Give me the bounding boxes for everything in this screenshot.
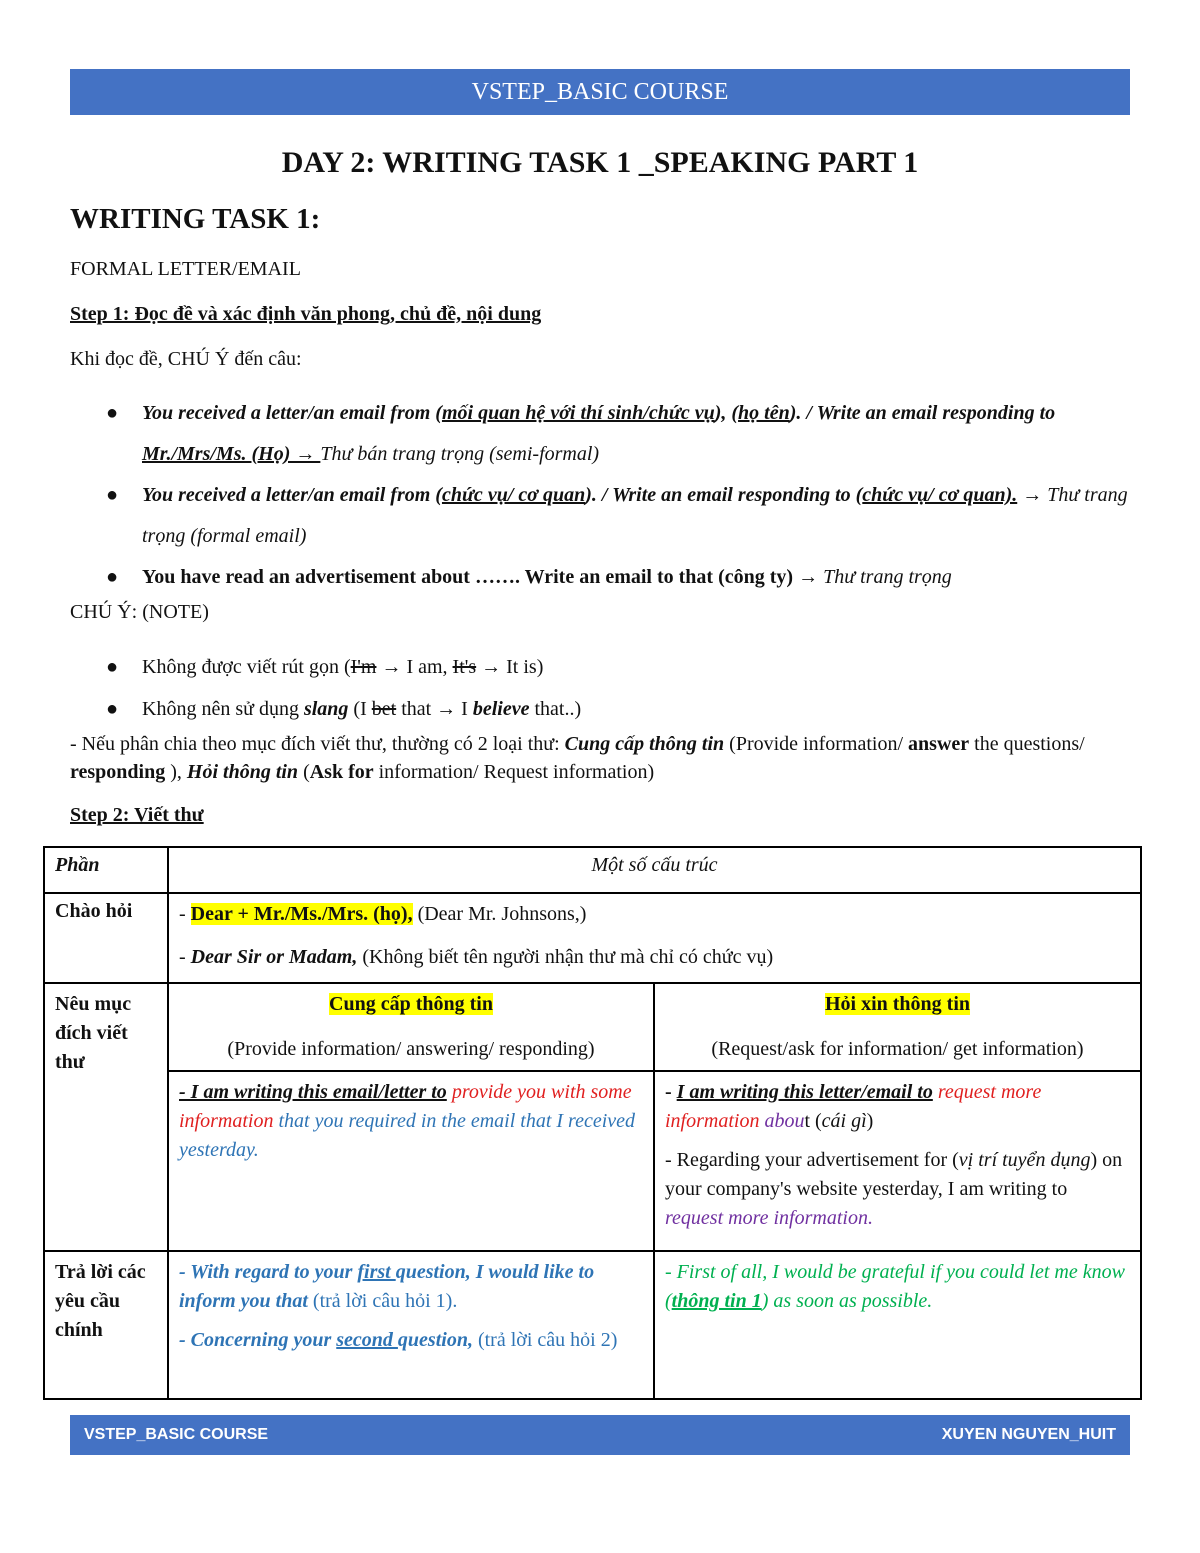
table-header-row [44,847,1141,893]
note-heading: CHÚ Ý: (NOTE) [70,601,209,623]
subtitle: FORMAL LETTER/EMAIL [70,258,301,280]
bullet-icon: ● [106,698,119,720]
page-footer [70,1415,1130,1455]
section-title: WRITING TASK 1: [70,203,321,235]
table-row [44,1251,1141,1399]
row-label: Chào hỏi [44,893,168,983]
header-title: VSTEP_BASIC COURSE [471,79,729,105]
intro-text: Khi đọc đề, CHÚ Ý đến câu: [70,348,302,370]
request-info-cell: - I am writing this letter/email to request more information about (cái gì) - Regarding your advertisement for (vị trí tuyển dụng) on your company's website yesterday, I am writing to request more information. [654,1071,1141,1251]
document-title: DAY 2: WRITING TASK 1 _SPEAKING PART 1 [281,146,919,179]
list-item: ● Không nên sử dụng slang (I bet that → I believe that..) [70,688,1130,730]
table-row [44,893,1141,983]
letter-structure-table [43,846,1142,1400]
list-item: ● Không được viết rút gọn (I'm → I am, It's → It is) [70,646,1130,688]
step2-heading: Step 2: Viết thư [70,804,204,826]
table-header-cell: Phần [44,847,168,893]
footer-right-text: XUYEN NGUYEN_HUIT [941,1426,1116,1443]
provide-info-cell: - I am writing this email/letter to provide you with some information that you required in the email that I received yesterday. [168,1071,654,1251]
list-item: ● You have read an advertisement about ……. Write an email to that (công ty) → Thư trang trọng [70,557,1130,598]
step1-heading: Step 1: Đọc đề và xác định văn phong, chủ đề, nội dung [70,303,542,325]
bullet-icon: ● [106,484,119,506]
bullet-icon: ● [106,566,119,588]
greeting-cell: - Dear + Mr./Ms./Mrs. (họ), (Dear Mr. Johnsons,) - Dear Sir or Madam, (Không biết tên người nhận thư mà chỉ có chức vụ) [168,893,1141,983]
row-label: Nêu mục đích viết thư [44,983,168,1251]
table-row [44,983,1141,1071]
list-item: ● You received a letter/an email from (chức vụ/ cơ quan). / Write an email responding to (chức vụ/ cơ quan). → Thư trang trọng (formal email) [70,475,1130,557]
provide-info-header: Cung cấp thông tin (Provide information/ answering/ responding) [168,983,654,1071]
bullet-icon: ● [106,656,119,678]
table-row [44,1071,1141,1251]
letter-type-paragraph: - Nếu phân chia theo mục đích viết thư, thường có 2 loại thư: Cung cấp thông tin (Provide information/ answer the questions/ responding ), Hỏi thông tin (Ask for information/ Request information) [70,733,1085,783]
request-info-header: Hỏi xin thông tin (Request/ask for information/ get information) [654,983,1141,1071]
answer-left-cell: - With regard to your first question, I would like to inform you that (trả lời câu hỏi 1). - Concerning your second question, (trả lời câu hỏi 2) [168,1251,654,1399]
footer-left-text: VSTEP_BASIC COURSE [84,1426,269,1443]
prompt-bullet-list [70,393,1130,598]
row-label: Trả lời các yêu cầu chính [44,1251,168,1399]
answer-right-cell: - First of all, I would be grateful if you could let me know (thông tin 1) as soon as possible. [654,1251,1141,1399]
list-item: ● You received a letter/an email from (mối quan hệ với thí sinh/chức vụ), (họ tên). / Write an email responding to Mr./Mrs/Ms. (Họ) → Thư bán trang trọng (semi-formal) [70,393,1130,475]
page-header-banner [70,69,1130,115]
bullet-icon: ● [106,402,119,424]
table-header-cell: Một số cấu trúc [168,847,1141,893]
note-bullet-list [70,646,1130,730]
